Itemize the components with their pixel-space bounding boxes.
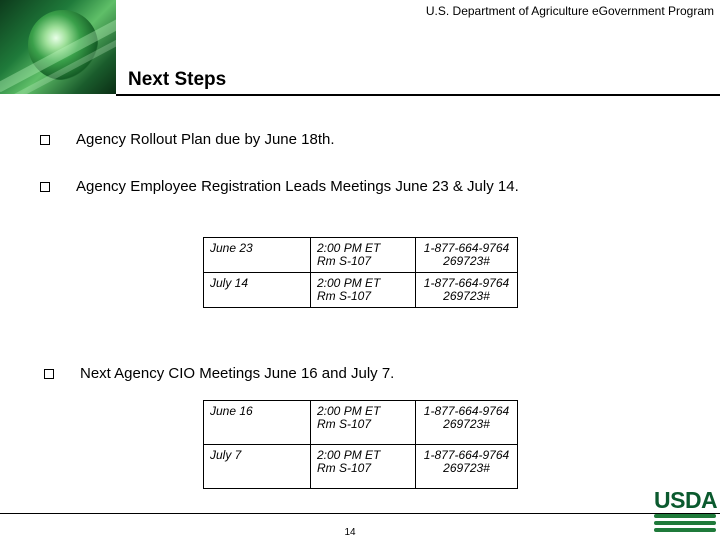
passcode: 269723# [443, 289, 490, 303]
meeting-room: Rm S-107 [317, 289, 372, 303]
meeting-date: June 16 [204, 401, 311, 445]
passcode: 269723# [443, 417, 490, 431]
bullet-item [44, 365, 394, 382]
bullet-text: Agency Rollout Plan due by June 18th. [76, 131, 335, 148]
header-graphic [0, 0, 116, 94]
passcode: 269723# [443, 254, 490, 268]
footer-divider [0, 513, 720, 514]
meeting-room: Rm S-107 [317, 254, 372, 268]
checkbox-bullet-icon [40, 182, 50, 192]
bullet-text: Agency Employee Registration Leads Meetings June 23 & July 14. [76, 178, 519, 195]
logo-text: USDA [654, 487, 718, 513]
bullet-text: Next Agency CIO Meetings June 16 and July 7. [80, 365, 395, 382]
meeting-time-cell [311, 238, 416, 273]
title-divider [116, 94, 720, 96]
meeting-phone-cell [416, 273, 518, 308]
meeting-time-cell [311, 445, 416, 489]
meeting-room: Rm S-107 [317, 417, 372, 431]
meeting-date: July 7 [204, 445, 311, 489]
phone-number: 1-877-664-9764 [423, 241, 510, 255]
meeting-table [203, 237, 518, 308]
phone-number: 1-877-664-9764 [423, 448, 510, 462]
meeting-time-cell [311, 273, 416, 308]
meeting-time: 2:00 PM ET [317, 404, 381, 418]
usda-logo [654, 489, 716, 537]
bullet-item [40, 131, 335, 148]
passcode: 269723# [443, 461, 490, 475]
checkbox-bullet-icon [40, 135, 50, 145]
program-header: U.S. Department of Agriculture eGovernment Program [425, 4, 714, 18]
page-number: 14 [344, 527, 356, 538]
meeting-time-cell [311, 401, 416, 445]
meeting-room: Rm S-107 [317, 461, 372, 475]
table-row [204, 401, 518, 445]
meeting-table [203, 400, 518, 489]
table-row [204, 273, 518, 308]
phone-number: 1-877-664-9764 [423, 404, 510, 418]
meeting-time: 2:00 PM ET [317, 448, 381, 462]
bullet-item [40, 178, 519, 195]
meeting-time: 2:00 PM ET [317, 276, 381, 290]
meeting-date: June 23 [204, 238, 311, 273]
checkbox-bullet-icon [44, 369, 54, 379]
meeting-phone-cell [416, 401, 518, 445]
meeting-phone-cell [416, 445, 518, 489]
table-row [204, 445, 518, 489]
logo-waves-icon [654, 514, 716, 532]
meeting-phone-cell [416, 238, 518, 273]
meeting-time: 2:00 PM ET [317, 241, 381, 255]
page-title: Next Steps [128, 69, 227, 90]
phone-number: 1-877-664-9764 [423, 276, 510, 290]
table-row [204, 238, 518, 273]
meeting-date: July 14 [204, 273, 311, 308]
